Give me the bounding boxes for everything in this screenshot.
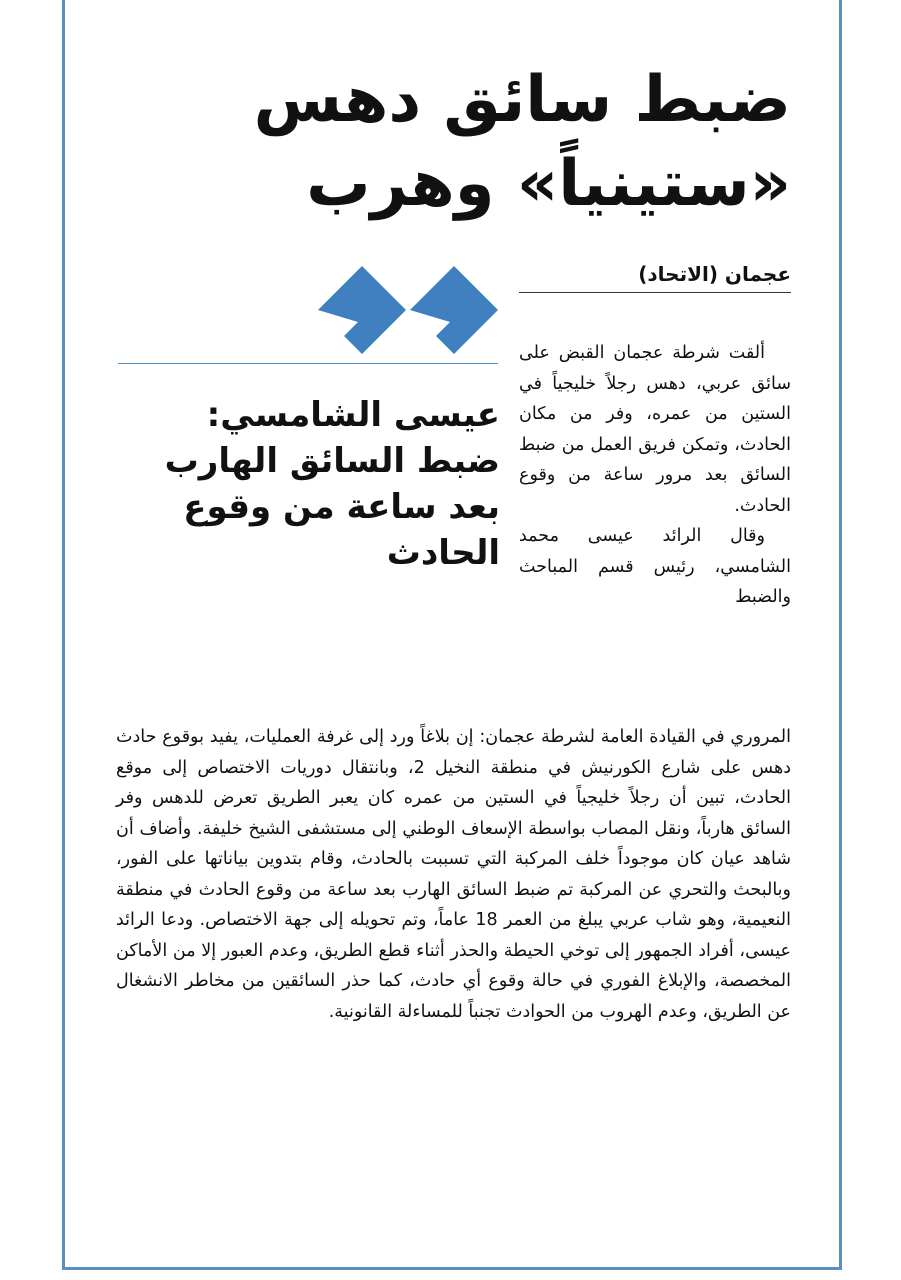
article-paragraph-2-rest: المروري في القيادة العامة لشرطة عجمان: إن بلاغاً ورد إلى غرفة العمليات، يفيد بوقوع حادث دهس على شارع الكورنيش في منطقة النخيل 2، وبانتقال دوريات الاختصاص إلى موقع الحادث، تبين أن رجلاً خليجياً في الستين من عمره كان يعبر الطريق تعرض للدهس وفر السائق هارباً، ونقل المصاب بواسطة الإسعاف الوطني إلى مستشفى الشيخ خليفة. وأضاف أن شاهد عيان كان موجوداً خلف المركبة التي تسببت بالحادث، وقام بتدوين بياناتها على الفور، وبالبحث والتحري عن المركبة تم ضبط السائق الهارب بعد ساعة من وقوع الحادث في منطقة النعيمية، وهو شاب عربي يبلغ من العمر 18 عاماً، وتم تحويله إلى جهة الاختصاص. ودعا الرائد عيسى، أفراد الجمهور إلى توخي الحيطة والحذر أثناء قطع الطريق، وعدم العبور إلا من الأماكن المخصصة، والإبلاغ الفوري في حالة وقوع أي حادث، كما حذر السائقين من مخاطر الانشغال عن الطريق، وعدم الهروب من الحوادث تجنباً للمساءلة القانونية.: [116, 727, 791, 1022]
pullquote: عيسى الشامسي: ضبط السائق الهارب بعد ساعة من وقوع الحادث: [164, 395, 500, 573]
quote-marks-icon: [316, 264, 500, 368]
article-column: [519, 338, 791, 613]
headline-line-2: «ستينياً» وهرب: [306, 147, 791, 221]
pullquote-divider: [118, 363, 498, 364]
article-paragraph-2-start: وقال الرائد عيسى محمد الشامسي، رئيس قسم المباحث والضبط: [519, 526, 791, 607]
byline: عجمان (الاتحاد): [519, 262, 791, 293]
article-headline: [151, 58, 791, 226]
headline-line-1: ضبط سائق دهس: [253, 63, 791, 137]
article-body-full-width: [116, 722, 791, 1027]
article-paragraph-1: ألقت شرطة عجمان القبض على سائق عربي، دهس رجلاً خليجياً في الستين من عمره، وفر من مكان الحادث، وتمكن فريق العمل من ضبط السائق بعد مرور ساعة من وقوع الحادث.: [519, 343, 791, 516]
